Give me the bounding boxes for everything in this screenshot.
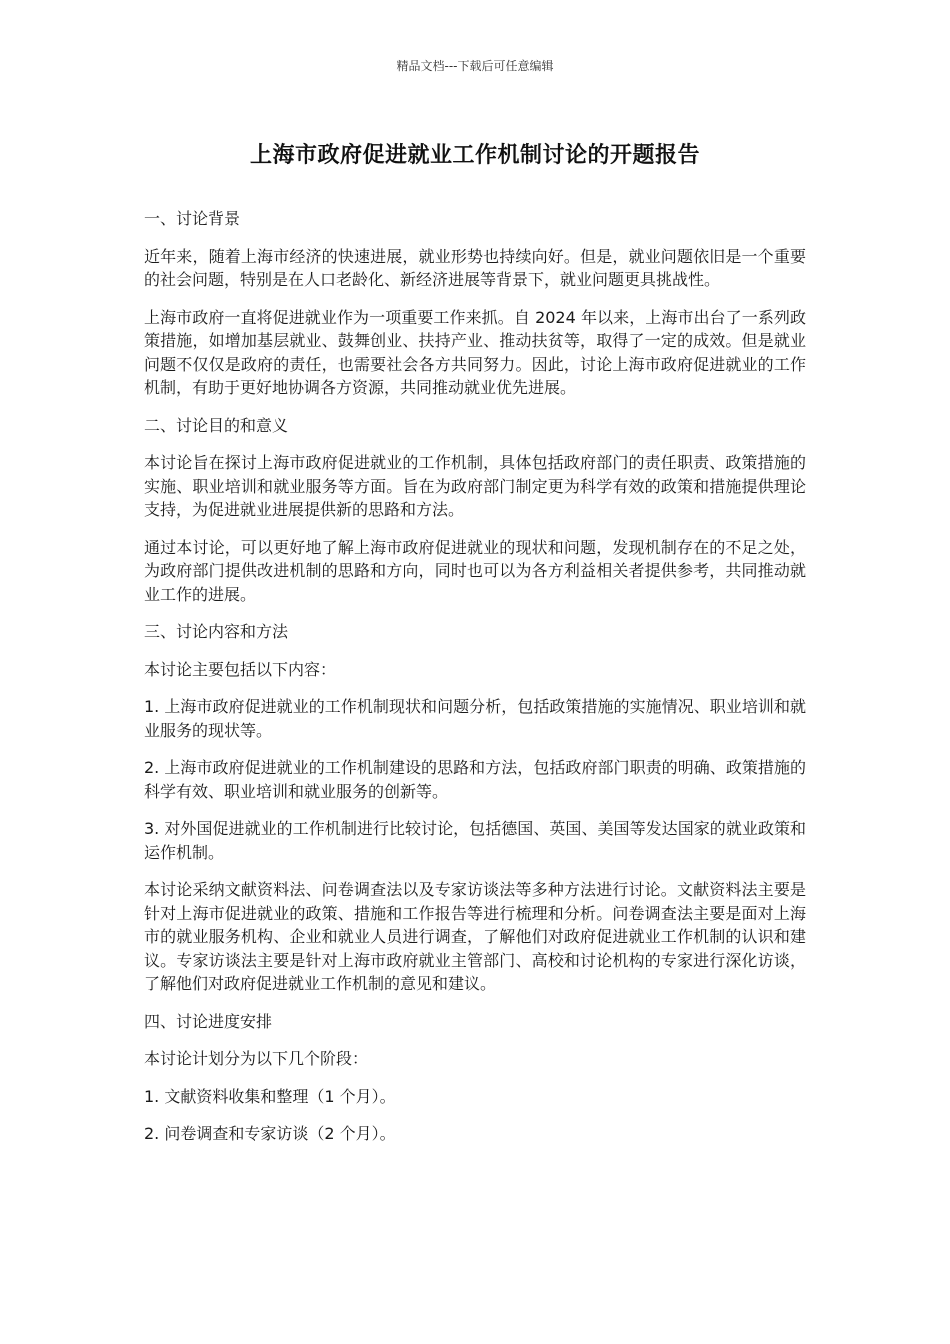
paragraph: 通过本讨论，可以更好地了解上海市政府促进就业的现状和问题，发现机制存在的不足之处，为政府部门提供改进机制的思路和方向，同时也可以为各方利益相关者提供参考，共同推动就业工作的进展。 bbox=[144, 537, 806, 604]
list-item: 2. 上海市政府促进就业的工作机制建设的思路和方法，包括政府部门职责的明确、政策措施的科学有效、职业培训和就业服务的创新等。 bbox=[144, 758, 806, 801]
paragraph: 上海市政府一直将促进就业作为一项重要工作来抓。自 2024 年以来，上海市出台了一系列政策措施，如增加基层就业、鼓舞创业、扶持产业、推动扶贫等，取得了一定的成效。但是就业问题不仅仅是政府的责任，也需要社会各方共同努力。因此，讨论上海市政府促进就业的工作机制，有助于更好地协调各方资源，共同推动就业优先进展。 bbox=[144, 307, 806, 397]
page-header-note: 精品文档---下载后可任意编辑 bbox=[396, 59, 554, 73]
list-item: 1. 上海市政府促进就业的工作机制现状和问题分析，包括政策措施的实施情况、职业培训和就业服务的现状等。 bbox=[144, 697, 806, 740]
document-body bbox=[144, 207, 806, 1160]
paragraph: 近年来，随着上海市经济的快速进展，就业形势也持续向好。但是，就业问题依旧是一个重要的社会问题，特别是在人口老龄化、新经济进展等背景下，就业问题更具挑战性。 bbox=[144, 246, 806, 289]
section-heading-content-method: 三、讨论内容和方法 bbox=[144, 622, 289, 641]
paragraph: 本讨论旨在探讨上海市政府促进就业的工作机制，具体包括政府部门的责任职责、政策措施的实施、职业培训和就业服务等方面。旨在为政府部门制定更为科学有效的政策和措施提供理论支持，为促进就业进展提供新的思路和方法。 bbox=[144, 453, 806, 519]
paragraph: 本讨论主要包括以下内容： bbox=[144, 659, 337, 679]
list-item: 3. 对外国促进就业的工作机制进行比较讨论，包括德国、英国、美国等发达国家的就业政策和运作机制。 bbox=[144, 819, 806, 862]
section-heading-schedule: 四、讨论进度安排 bbox=[144, 1011, 273, 1031]
list-item: 1. 文献资料收集和整理（1 个月）。 bbox=[144, 1086, 396, 1106]
paragraph: 本讨论计划分为以下几个阶段： bbox=[144, 1049, 369, 1068]
document-title: 上海市政府促进就业工作机制讨论的开题报告 bbox=[249, 143, 700, 168]
section-heading-purpose: 二、讨论目的和意义 bbox=[144, 415, 289, 435]
paragraph: 本讨论采纳文献资料法、问卷调查法以及专家访谈法等多种方法进行讨论。文献资料法主要是针对上海市促进就业的政策、措施和工作报告等进行梳理和分析。问卷调查法主要是面对上海市的就业服务机构、企业和就业人员进行调查，了解他们对政府促进就业工作机制的认识和建议。专家访谈法主要是针对上海市政府就业主管部门、高校和讨论机构的专家进行深化访谈，了解他们对政府促进就业工作机制的意见和建议。 bbox=[144, 880, 806, 993]
list-item: 2. 问卷调查和专家访谈（2 个月）。 bbox=[144, 1124, 396, 1143]
section-heading-background: 一、讨论背景 bbox=[144, 209, 241, 228]
